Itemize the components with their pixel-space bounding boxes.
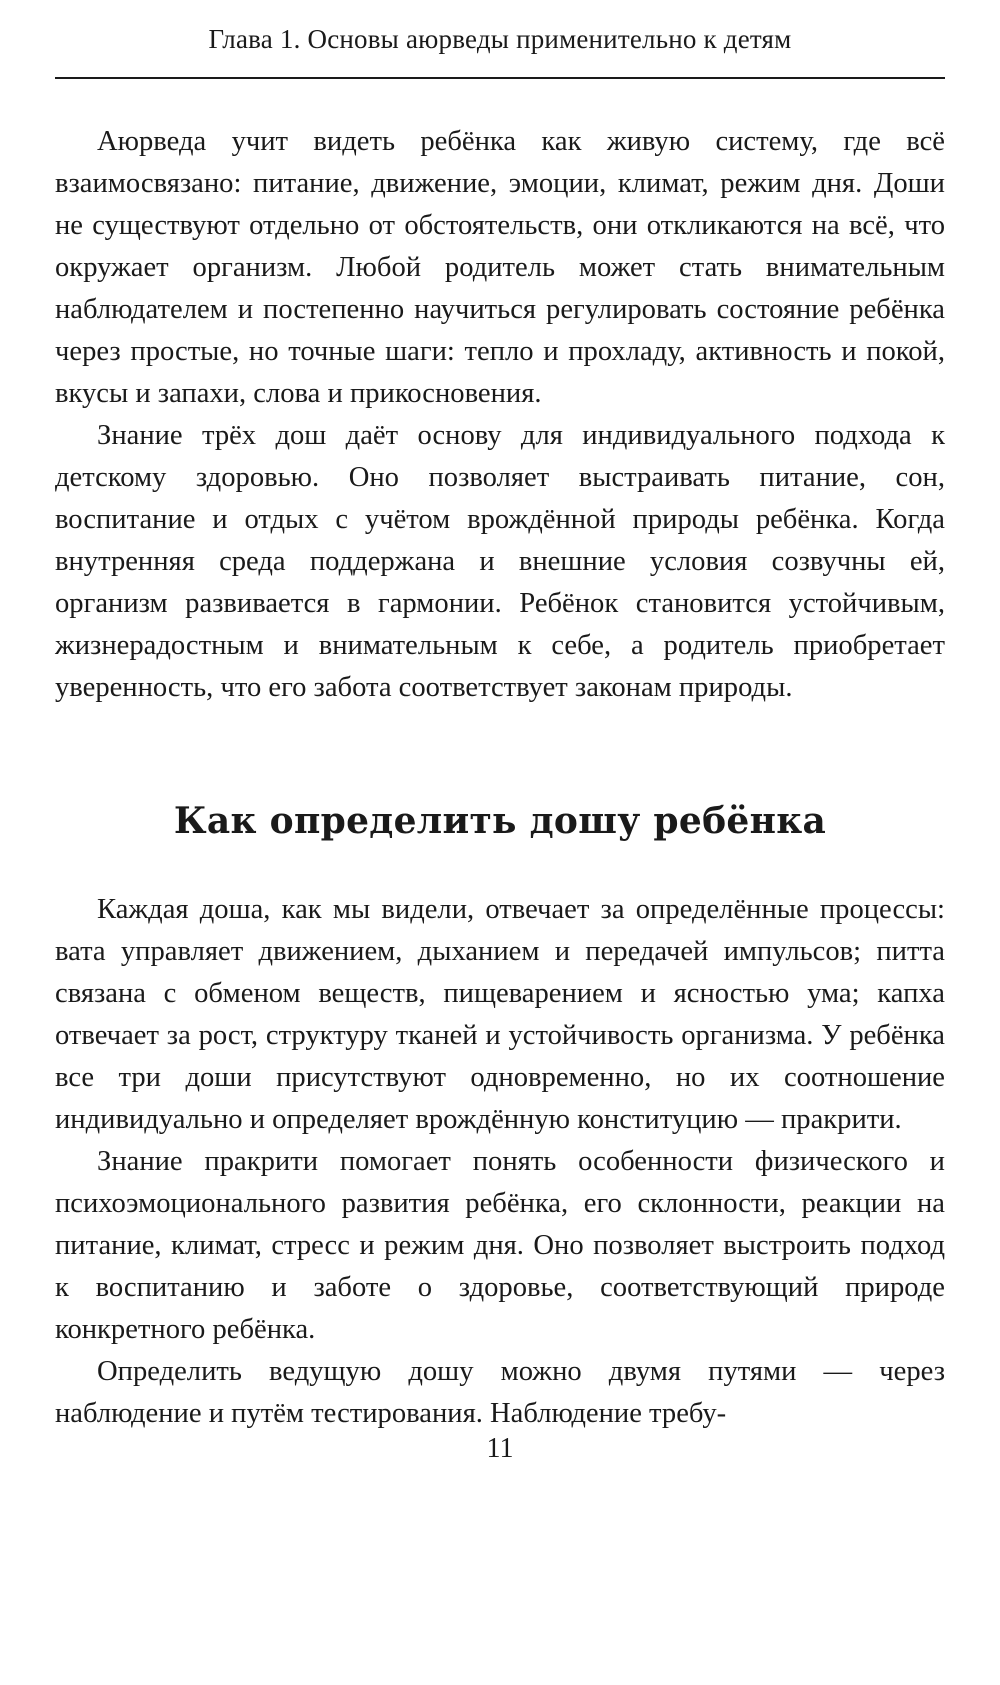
paragraph: Определить ведущую дошу можно двумя путями — через наблюдение и путём тестирования. Наблюдение требу- — [55, 1356, 945, 1429]
paragraph: Аюрведа учит видеть ребёнка как живую систему, где всё взаимосвязано: питание, движение, эмоции, климат, режим дня. Доши не существуют отдельно от обстоятельств, они откликаются на всё, что окружает организм. Любой родитель может стать внимательным наблюдателем и постепенно научиться регулировать состояние ребёнка через простые, но точные шаги: тепло и прохладу, активность и покой, вкусы и запахи, слова и прикосновения. — [55, 126, 945, 409]
header-rule — [55, 77, 945, 79]
book-page — [55, 0, 945, 1685]
paragraph: Знание трёх дош даёт основу для индивидуального подхода к детскому здоровью. Оно позволяет выстраивать питание, сон, воспитание и отдых с учётом врождённой природы ребёнка. Когда внутренняя среда поддержана и внешние условия созвучны ей, организм развивается в гармонии. Ребёнок становится устойчивым, жизнерадостным и внимательным к себе, а родитель приобретает уверенность, что его забота соответствует законам природы. — [55, 420, 945, 703]
running-head: Глава 1. Основы аюрведы применительно к детям — [208, 24, 792, 54]
section-2-text — [55, 889, 945, 1435]
paragraph: Каждая доша, как мы видели, отвечает за определённые процессы: вата управляет движением, дыханием и передачей импульсов; питта связана с обменом веществ, пищеварением и ясностью ума; капха отвечает за рост, структуру тканей и устойчивость организма. У ребёнка все три доши присутствуют одновременно, но их соотношение индивидуально и определяет врождённую конституцию — пракрити. — [55, 894, 945, 1135]
paragraph: Знание пракрити помогает понять особенности физического и психоэмоционального развития ребёнка, его склонности, реакции на питание, климат, стресс и режим дня. Оно позволяет выстроить подход к воспитанию и заботе о здоровье, соответствующий природе конкретного ребёнка. — [55, 1146, 945, 1345]
page-number: 11 — [486, 1433, 514, 1464]
section-heading: Как определить дошу ребёнка — [173, 800, 827, 842]
section-1-text — [55, 121, 945, 709]
